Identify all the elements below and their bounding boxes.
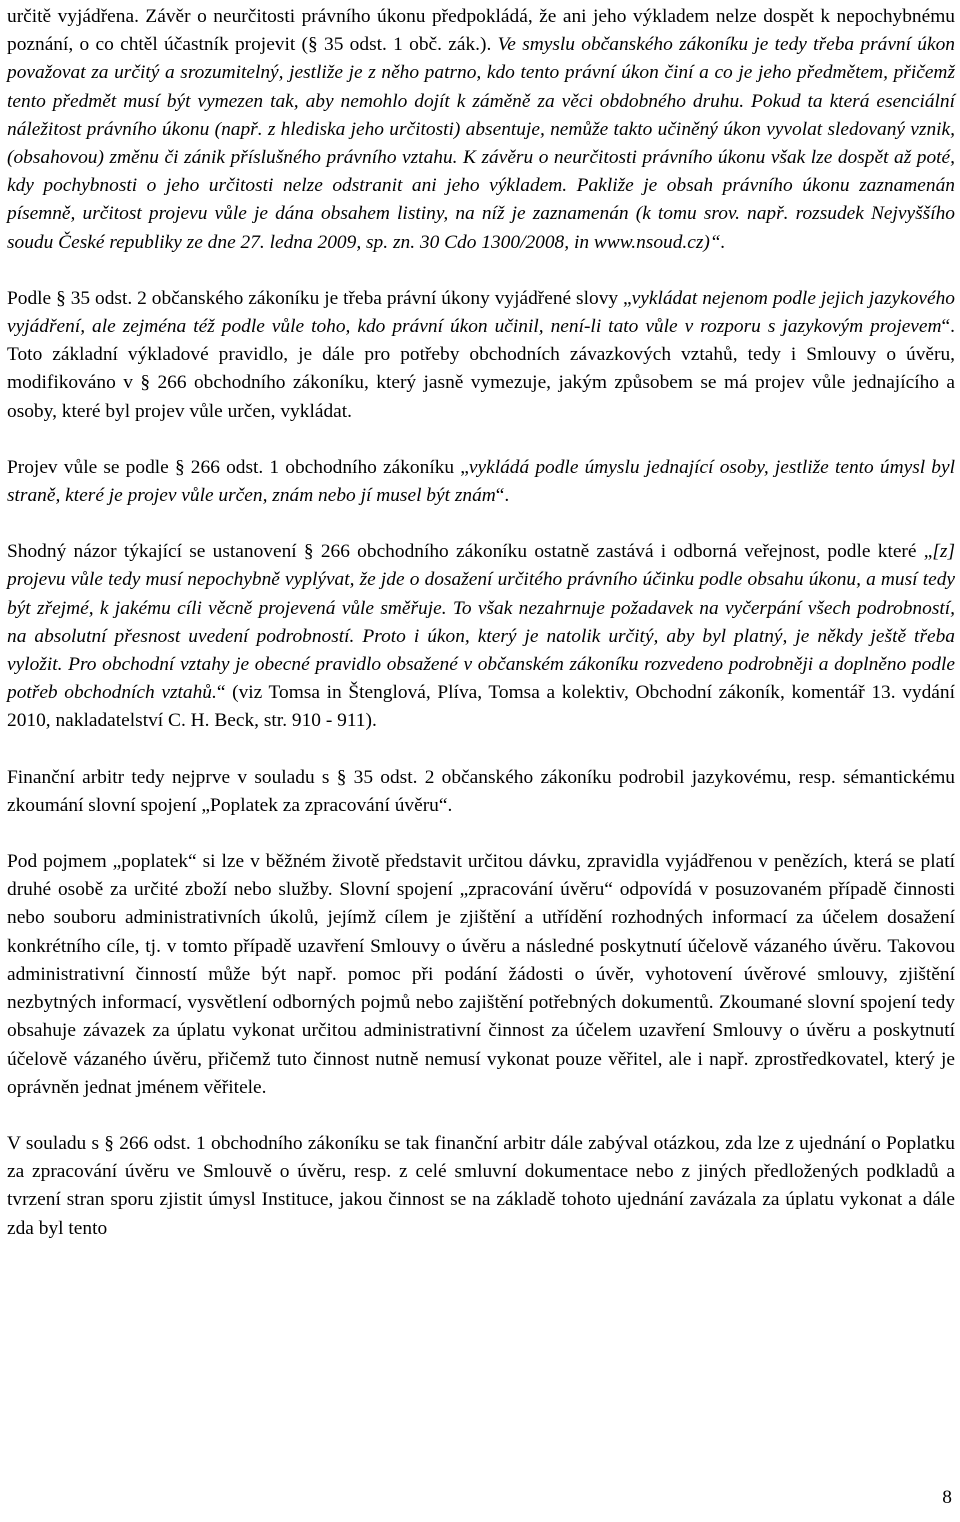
- paragraph-5: [7, 764, 955, 820]
- paragraph-4-citation: “ (viz Tomsa in Štenglová, Plíva, Tomsa a kolektiv, Obchodní zákoník, komentář 13. vydání 2010, nakladatelství C. H. Beck, str. 910 - 911).: [7, 682, 955, 732]
- paragraph-2: [7, 285, 955, 426]
- paragraph-2-tail: “. Toto základní výkladové pravidlo, je dále pro potřeby obchodních závazkových vztahů, tedy i Smlouvy o úvěru, modifikováno v § 266 obchodního zákoníku, který jasně vymezuje, jakým způsobem se má projev vůle jednajícího a osoby, které byl projev vůle určen, vykládat.: [7, 316, 955, 422]
- paragraph-1: [7, 3, 955, 257]
- page-number: 8: [942, 1487, 952, 1508]
- paragraph-4-quote: [z] projevu vůle tedy musí nepochybně vyplývat, že jde o dosažení určitého právního účinku podle obsahu úkonu, a musí tedy být zřejmé, k jakému cíli věcně projevená vůle směřuje. To však nezahrnuje požadavek na vyčerpání všech podrobností, na absolutní přesnost uvedení podrobností. Proto i úkon, který je natolik určitý, aby byl platný, je někdy ještě třeba vyložit. Pro obchodní vztahy je obecné pravidlo obsažené v občanském zákoníku rozvedeno podrobněji a doplněno podle potřeb obchodních vztahů.: [7, 541, 955, 704]
- paragraph-7: [7, 1130, 955, 1243]
- paragraph-gap: [7, 736, 955, 764]
- paragraph-3-quote: vykládá podle úmyslu jednající osoby, jestliže tento úmysl byl straně, které je projev vůle určen, znám nebo jí musel být znám: [7, 456, 955, 507]
- paragraph-6: [7, 848, 955, 1102]
- paragraph-2-lead: Podle § 35 odst. 2 občanského zákoníku je třeba právní úkony vyjádřené slovy „: [7, 287, 632, 309]
- paragraph-6-text: Pod pojmem „poplatek“ si lze v běžném životě představit určitou dávku, zpravidla vyjádřenou v penězích, která se platí druhé osobě za určité zboží nebo služby. Slovní spojení „zpracování úvěru“ odpovídá v posuzovaném případě činnosti nebo souboru administrativních úkolů, jejímž cílem je zjištění a utřídění rozhodných informací za účelem dosažení konkrétního cíle, tj. v tomto případě uzavření Smlouvy o úvěru a následné poskytnutí účelově vázaného úvěru. Takovou administrativní činností může být např. pomoc při podání žádosti o úvěr, vyhotovení úvěrové smlouvy, zjištění nezbytných informací, vysvětlení odborných pojmů nebo zajištění potřebných dokumentů. Zkoumané slovní spojení tedy obsahuje závazek za úplatu vykonat určitou administrativní činnost za účelem uzavření Smlouvy o úvěru a poskytnutí účelově vázaného úvěru, přičemž tuto činnost nutně nemusí vykonat pouze věřitel, ale i např. zprostředkovatel, který je oprávněn jednat jménem věřitele.: [7, 851, 955, 1098]
- paragraph-2-quote: vykládat nejenom podle jejich jazykového vyjádření, ale zejména též podle vůle toho, kdo právní úkon učinil, není-li tato vůle v rozporu s jazykovým projevem: [7, 287, 955, 338]
- paragraph-4: [7, 538, 955, 735]
- paragraph-gap: [7, 1102, 955, 1130]
- paragraph-gap: [7, 257, 955, 285]
- paragraph-gap: [7, 820, 955, 848]
- paragraph-gap: [7, 426, 955, 454]
- paragraph-5-text: Finanční arbitr tedy nejprve v souladu s § 35 odst. 2 občanského zákoníku podrobil jazykovému, resp. sémantickému zkoumání slovní spojení „Poplatek za zpracování úvěru“.: [7, 766, 955, 816]
- paragraph-1-regular: určitě vyjádřena. Závěr o neurčitosti právního úkonu předpokládá, že ani jeho výkladem nelze dospět k nepochybnému poznání, o co chtěl účastník projevit (§ 35 odst. 1 obč. zák.).: [7, 6, 955, 56]
- paragraph-3-lead: Projev vůle se podle § 266 odst. 1 obchodního zákoníku „: [7, 456, 469, 478]
- document-page: [7, 3, 955, 1243]
- paragraph-3: [7, 454, 955, 510]
- paragraph-4-lead: Shodný názor týkající se ustanovení § 266 obchodního zákoníku ostatně zastává i odborná veřejnost, podle které „: [7, 541, 933, 563]
- paragraph-3-tail: “.: [495, 485, 510, 507]
- paragraph-1-italic: Ve smyslu občanského zákoníku je tedy třeba právní úkon považovat za určitý a srozumitelný, jestliže je z něho patrno, kdo tento právní úkon činí a co je jeho předmětem, přičemž tento předmět musí být vymezen tak, aby nemohlo dojít k záměně za věci obdobného druhu. Pokud ta která esenciální náležitost právního úkonu (např. z hlediska jeho určitosti) absentuje, nemůže takto učiněný úkon vyvolat sledovaný vznik, (obsahovou) změnu či zánik příslušného právního vztahu. K závěru o neurčitosti právního úkonu však lze dospět až poté, kdy pochybnosti o jeho určitosti nelze odstranit ani jeho výkladem. Pakliže je obsah právního úkonu zaznamenán písemně, určitost projevu vůle je dána obsahem listiny, na níž je zaznamenán (k tomu srov. např. rozsudek Nejvyššího soudu České republiky ze dne 27. ledna 2009, sp. zn. 30 Cdo 1300/2008, in www.nsoud.cz)“.: [7, 34, 955, 253]
- paragraph-gap: [7, 510, 955, 538]
- paragraph-7-text: V souladu s § 266 odst. 1 obchodního zákoníku se tak finanční arbitr dále zabýval otázkou, zda lze z ujednání o Poplatku za zpracování úvěru ve Smlouvě o úvěru, resp. z celé smluvní dokumentace nebo z jiných předložených podkladů a tvrzení stran sporu zjistit úmysl Instituce, jakou činnost se na základě tohoto ujednání zavázala za úplatu vykonat a dále zda byl tento: [7, 1132, 955, 1239]
